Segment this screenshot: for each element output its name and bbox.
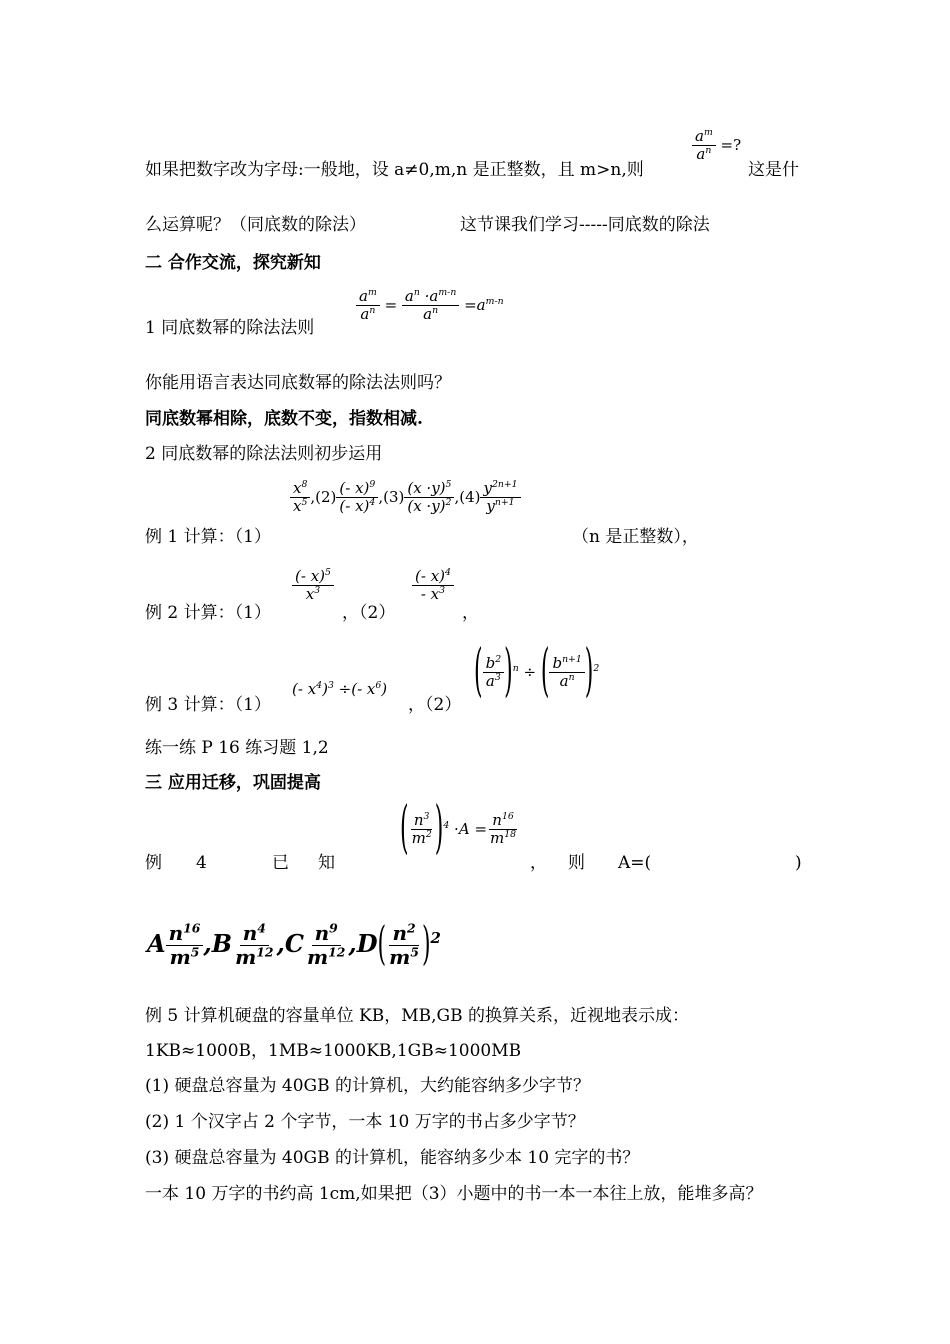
example-4-comma: ， [530,853,547,873]
subsection-2: 2 同底数幂的除法法则初步运用 [145,444,383,464]
intro-line-2-right: 这节课我们学习-----同底数的除法 [460,215,710,235]
rule-label: 1 同底数幂的除法法则 [145,318,315,338]
division-rule-formula: $\frac{a^m}{a^n}$ = $\frac{a^n \cdot a^{m-n}}{a^n}$ $=a^{m-n}$ [356,288,504,324]
example-2-end: ， [462,603,479,623]
example-4-answer: A=( [618,853,652,873]
section-2-heading: 二 合作交流，探究新知 [145,253,321,273]
example-4-formula: ( $\frac{n^3}{m^2}$ )$^4$ ·A = $\frac{n^{16}}{m^{18}}$ [400,797,517,863]
intro-line-1-tail: 这是什 [748,160,799,180]
example-5-line-1: 例 5 计算机硬盘的容量单位 KB，MB,GB 的换算关系，近视地表示成： [145,1006,689,1026]
practice-line: 练一练 P 16 练习题 1,2 [145,738,329,758]
example-5-question-1: (1) 硬盘总容量为 40GB 的计算机，大约能容纳多少字节？ [145,1076,590,1096]
example-3-sep: ，（2） [408,695,462,715]
example-3-label: 例 3 计算：（1） [145,695,271,715]
example-5-question-3: (3) 硬盘总容量为 40GB 的计算机，能容纳多少本 10 完字的书？ [145,1148,640,1168]
example-4-then: 则 [568,853,585,873]
intro-formula: $\frac{a^m}{a^n}$ =? [692,128,741,164]
rule-question: 你能用语言表达同底数幂的除法法则吗？ [145,373,451,393]
example-2-formula-1: $\frac{(- x)^5}{x^3}$ [292,568,334,604]
example-1-note: （n 是正整数）， [572,527,699,547]
intro-line-1: 如果把数字改为字母:一般地，设 a≠0,m,n 是正整数，且 m>n,则 [145,160,644,180]
example-5-line-2: 1KB≈1000B，1MB≈1000KB,1GB≈1000MB [145,1041,522,1061]
example-4-word-1: 例 [145,853,162,873]
section-3-heading: 三 应用迁移，巩固提高 [145,773,321,793]
example-5-question-4: 一本 10 万字的书约高 1cm,如果把（3）小题中的书一本一本往上放，能堆多高？ [145,1184,763,1204]
intro-line-2-left: 么运算呢？（同底数的除法） [145,215,366,235]
example-3-formula-2: ( $\frac{b^2}{a^3}$ )$^n$ ÷ ( $\frac{b^{n+1}}{a^n}$ )$^2$ [474,640,600,706]
example-5-question-2: (2) 1 个汉字占 2 个字节，一本 10 万字的书占多少字节？ [145,1112,585,1132]
example-2-formula-2: $\frac{(- x)^4}{- x^3}$ [412,568,454,604]
example-1-formulas: $\frac{x^8}{x^5}$ ,(2) $\frac{(- x)^9}{(- x)^4}$ ,(3) $\frac{(x \cdot y)^5}{(x \cdot y)^2}$ ,(4) $\frac{y^{2n+1}}{y^{n+1}}$ [290,480,521,516]
example-4-close: ) [795,853,802,873]
rule-statement: 同底数幂相除，底数不变，指数相减. [145,409,423,429]
example-4-choices: A $\frac{n^{16}}{m^5}$ ,B $\frac{n^4}{m^{12}}$ ,C $\frac{n^9}{m^{12}}$ ,D( $\frac{n^2}{m^5}$ )$^2$ [147,919,441,972]
example-3-formula-1: (- $x^4)^3$ ÷(- $x^6$) [292,680,388,698]
example-1-label: 例 1 计算：（1） [145,527,271,547]
example-2-sep: ，（2） [342,603,396,623]
example-4-word-3: 已 [272,853,289,873]
example-2-label: 例 2 计算：（1） [145,603,271,623]
example-4-word-2: 4 [196,853,207,873]
example-4-word-4: 知 [318,853,335,873]
